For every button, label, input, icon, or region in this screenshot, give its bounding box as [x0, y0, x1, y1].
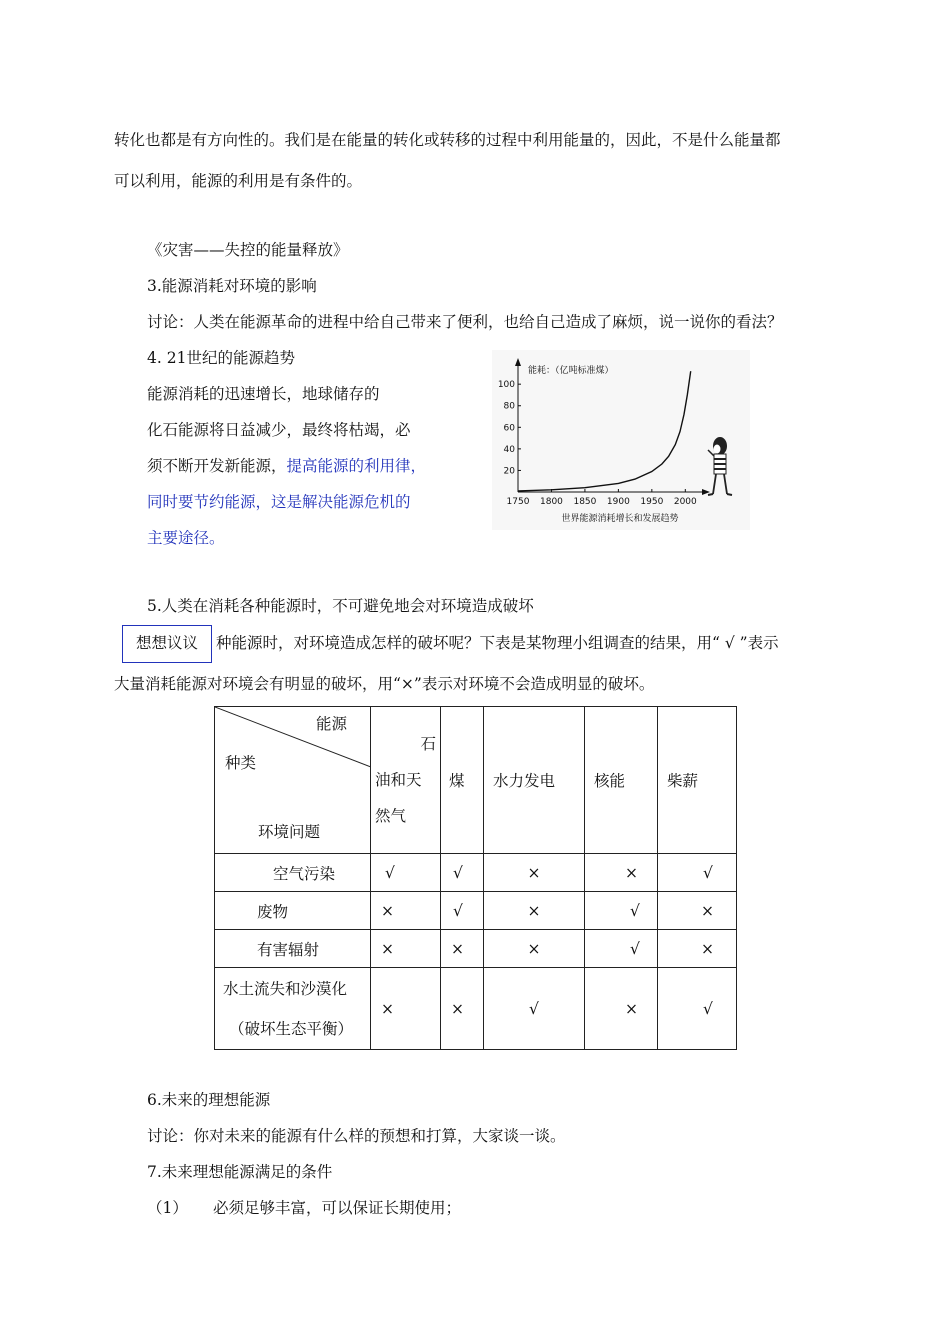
table-cell: × [441, 968, 484, 1050]
table-cell: √ [441, 892, 484, 930]
column-header-oil-gas-part1: 石 [420, 735, 436, 753]
column-header-oil-gas [371, 707, 441, 854]
environment-impact-table [214, 706, 737, 1050]
x-tick-label: 1750 [506, 497, 530, 507]
item3-heading: 3.能源消耗对环境的影响 [147, 277, 317, 295]
item5-line-2: 大量消耗能源对环境会有明显的破坏，用“×”表示对环境不会造成明显的破坏。 [114, 675, 655, 693]
energy-consumption-chart [492, 350, 750, 530]
y-tick-label: 60 [503, 423, 515, 434]
table-cell: × [484, 854, 585, 892]
x-tick-label: 1950 [640, 497, 664, 507]
item4-blue-line-2: 同时要节约能源，这是解决能源危机的 [147, 493, 411, 511]
table-cell: × [371, 930, 441, 968]
header-energy-label: 能源 [316, 715, 348, 733]
table-header-diagonal-cell [215, 707, 371, 854]
y-tick-label: 20 [503, 466, 515, 477]
table-cell: × [585, 854, 658, 892]
table-header-row [215, 707, 737, 854]
x-tick-label: 1800 [540, 497, 563, 507]
y-tick-label: 40 [503, 444, 515, 455]
paragraph-line-1: 转化也都是有方向性的。我们是在能量的转化或转移的过程中利用能量的，因此，不是什么能量都 [114, 131, 781, 149]
y-tick-label: 100 [497, 380, 515, 391]
item6-heading: 6.未来的理想能源 [147, 1091, 271, 1109]
item7-cond1-text: 必须足够丰富，可以保证长期使用； [213, 1199, 462, 1217]
item7-heading: 7.未来理想能源满足的条件 [147, 1163, 333, 1181]
item4-heading: 4. 21世纪的能源趋势 [147, 349, 295, 367]
table-row [215, 968, 737, 1050]
row-label-soil-erosion [215, 968, 371, 1050]
item4-blue-line-3: 主要途径。 [147, 529, 225, 547]
table-cell: √ [371, 854, 441, 892]
y-axis-label: 能耗：（亿吨标准煤） [528, 366, 614, 376]
section-title: 《灾害——失控的能量释放》 [147, 241, 349, 259]
column-header-coal: 煤 [441, 707, 484, 854]
table-cell: × [441, 930, 484, 968]
row-label-soil-erosion-line1: 水土流失和沙漠化 [223, 979, 348, 998]
header-type-label: 种类 [225, 754, 257, 772]
row-label-air-pollution: 空气污染 [215, 854, 371, 892]
row-label-soil-erosion-line2: （破坏生态平衡） [229, 1019, 354, 1038]
item3-discussion: 讨论：人类在能源革命的进程中给自己带来了便利，也给自己造成了麻烦，说一说你的看法？ [147, 313, 783, 331]
table-cell: √ [585, 930, 658, 968]
item4-text-plain: 须不断开发新能源， [147, 457, 287, 475]
row-label-radiation: 有害辐射 [215, 930, 371, 968]
x-tick-label: 1850 [573, 497, 597, 507]
table-cell: √ [441, 854, 484, 892]
think-discuss-box: 想想议议 [122, 625, 212, 663]
item4-text-line-2: 化石能源将日益减少，最终将枯竭，必 [147, 421, 411, 439]
table-row [215, 854, 737, 892]
table-cell: × [658, 892, 737, 930]
column-header-oil-gas-part3: 然气 [375, 807, 407, 825]
item5-line-1: 种能源时，对环境造成怎样的破坏呢？下表是某物理小组调查的结果，用“ √ ”表示 [216, 634, 779, 652]
x-tick-label: 2000 [673, 497, 697, 507]
y-tick-label: 80 [503, 401, 515, 412]
table-cell: × [371, 892, 441, 930]
item5-heading: 5.人类在消耗各种能源时，不可避免地会对环境造成破坏 [147, 597, 534, 615]
column-header-firewood: 柴薪 [658, 707, 737, 854]
table-row [215, 930, 737, 968]
table-cell: × [658, 930, 737, 968]
table-cell: × [585, 968, 658, 1050]
item6-discussion: 讨论：你对未来的能源有什么样的预想和打算，大家谈一谈。 [147, 1127, 566, 1145]
row-label-waste: 废物 [215, 892, 371, 930]
column-header-nuclear: 核能 [585, 707, 658, 854]
table-row [215, 892, 737, 930]
table-cell: √ [658, 968, 737, 1050]
item4-text-line-1: 能源消耗的迅速增长，地球储存的 [147, 385, 380, 403]
table-cell: × [484, 930, 585, 968]
table-cell: × [371, 968, 441, 1050]
item4-blue-line-1: 提高能源的利用律， [286, 457, 427, 475]
table-cell: × [484, 892, 585, 930]
column-header-hydro: 水力发电 [484, 707, 585, 854]
paragraph-line-2: 可以利用，能源的利用是有条件的。 [114, 172, 363, 190]
header-env-label: 环境问题 [258, 823, 321, 841]
x-tick-label: 1900 [606, 497, 630, 507]
table-cell: √ [658, 854, 737, 892]
chart-title: 世界能源消耗增长和发展趋势 [561, 514, 679, 524]
table-cell: √ [585, 892, 658, 930]
item7-cond1-number: （1） [147, 1199, 188, 1217]
table-cell: √ [484, 968, 585, 1050]
column-header-oil-gas-part2: 油和天 [375, 771, 422, 789]
item4-text-line-3 [147, 454, 426, 476]
